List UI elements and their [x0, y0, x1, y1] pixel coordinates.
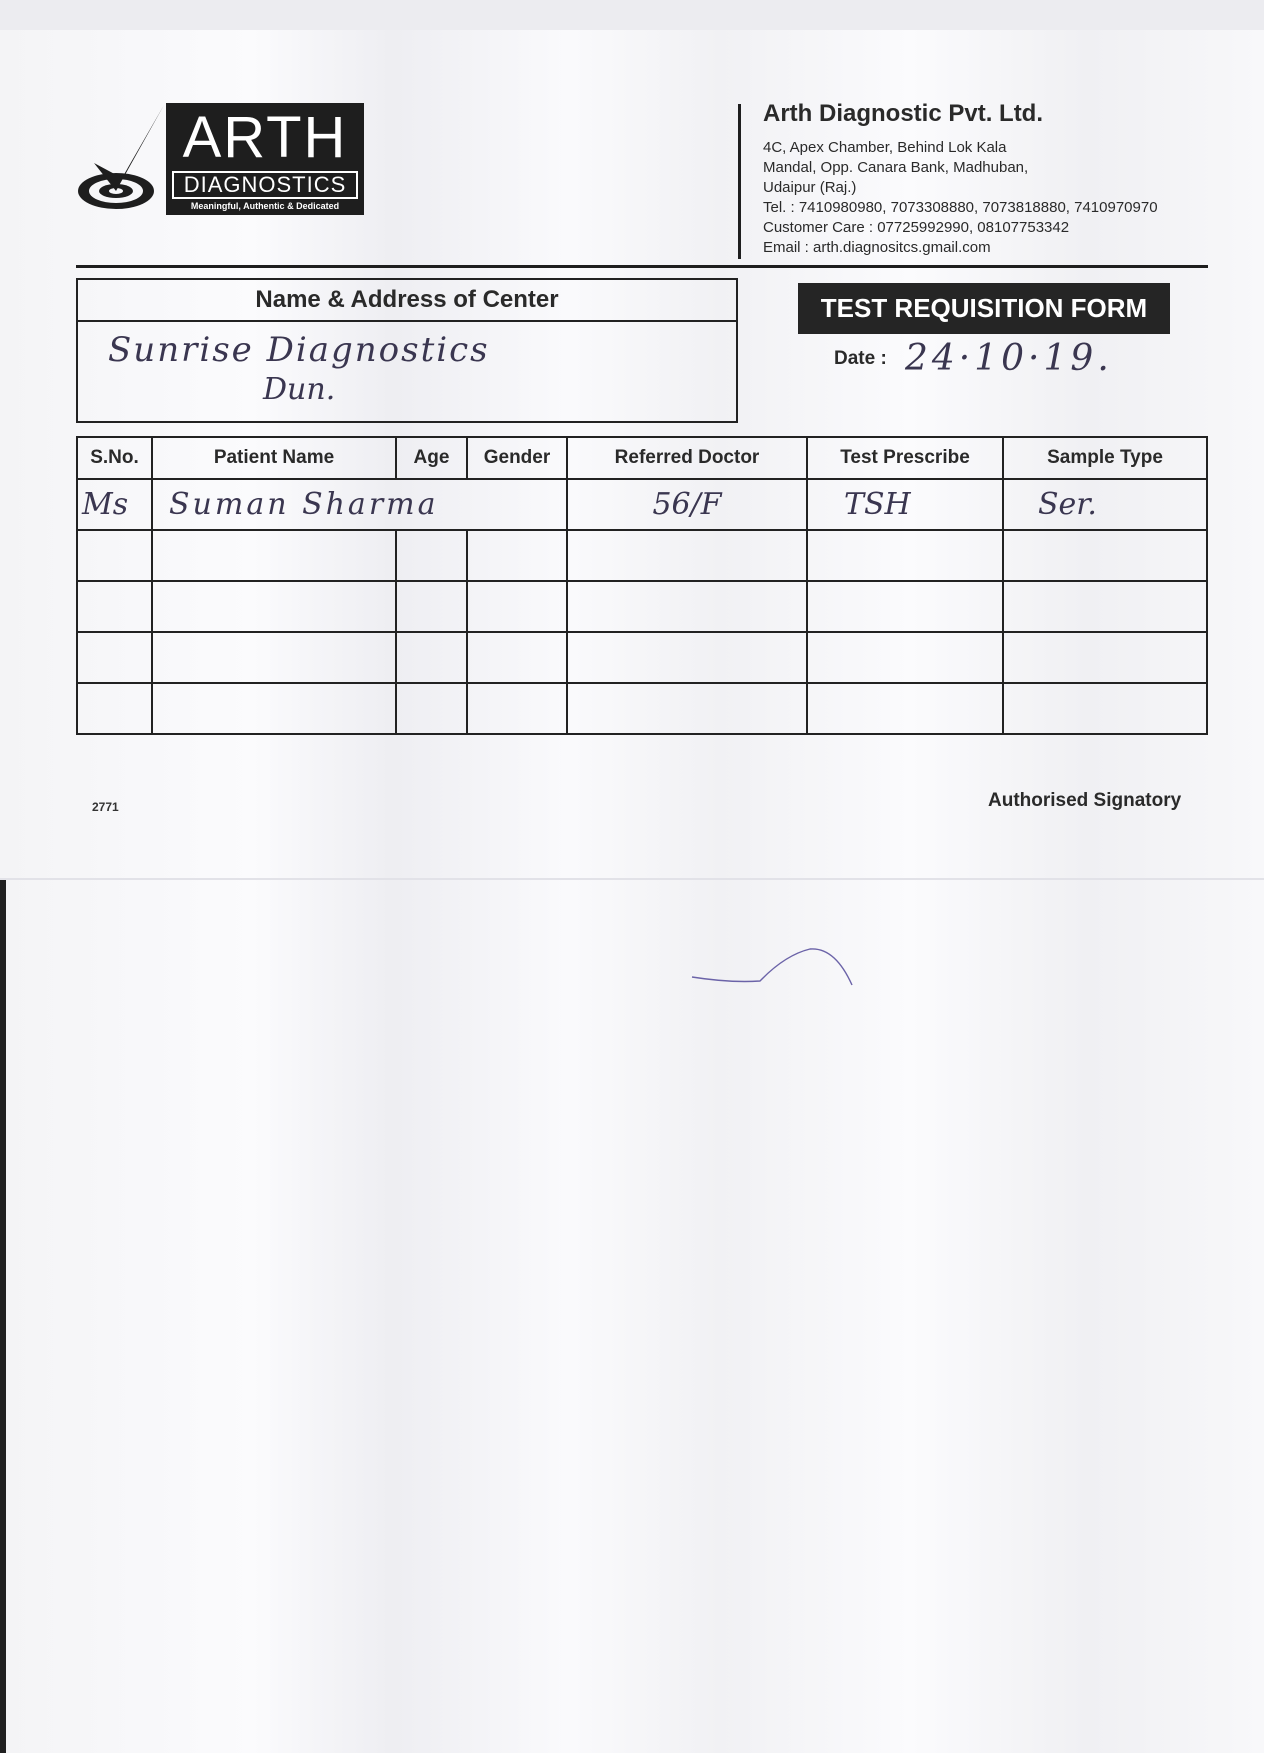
empty-cell[interactable] [467, 581, 567, 632]
table-row [77, 683, 1207, 734]
empty-cell[interactable] [467, 530, 567, 581]
cell-sno[interactable] [77, 479, 152, 530]
center-address-box[interactable] [76, 278, 738, 423]
company-info [763, 100, 1243, 258]
empty-cell[interactable] [396, 683, 467, 734]
page-fold [0, 878, 1264, 880]
authorised-signatory: Authorised Signatory [988, 790, 1182, 811]
empty-cell[interactable] [77, 632, 152, 683]
company-customer-care: Customer Care : 07725992990, 08107753342 [763, 219, 1070, 236]
empty-cell[interactable] [567, 530, 807, 581]
column-header-test-prescribe: Test Prescribe [807, 437, 1003, 479]
empty-cell[interactable] [1003, 683, 1207, 734]
empty-cell[interactable] [807, 530, 1003, 581]
date-label: Date : [834, 348, 887, 369]
cell-sample-type[interactable] [1003, 479, 1207, 530]
column-header-sample-type: Sample Type [1003, 437, 1207, 479]
column-header-referred-doctor: Referred Doctor [567, 437, 807, 479]
header-rule [76, 265, 1208, 268]
scan-top-strip [0, 0, 1264, 30]
empty-cell[interactable] [467, 632, 567, 683]
cell-referred-doctor[interactable] [567, 479, 807, 530]
company-address-line: Udaipur (Raj.) [763, 179, 857, 196]
cell-patient-name[interactable] [152, 479, 567, 530]
table-header-row [77, 437, 1207, 479]
requisition-table [76, 436, 1208, 735]
company-email: Email : arth.diagnositcs.gmail.com [763, 239, 991, 256]
arth-logo [76, 103, 366, 218]
empty-cell[interactable] [807, 683, 1003, 734]
center-address-handwriting: Dun. [263, 372, 336, 407]
center-address-title: Name & Address of Center [78, 280, 736, 322]
date-value-handwriting[interactable]: 24·10·19. [905, 338, 1113, 379]
cell-test-prescribe[interactable] [807, 479, 1003, 530]
age-gender-handwriting: 56/F [652, 487, 722, 522]
table-row [77, 632, 1207, 683]
empty-cell[interactable] [77, 581, 152, 632]
logo-wordmark [166, 103, 364, 215]
empty-cell[interactable] [1003, 632, 1207, 683]
company-address-line: 4C, Apex Chamber, Behind Lok Kala [763, 139, 1007, 156]
empty-cell[interactable] [152, 581, 396, 632]
form-number: 2771 [92, 800, 119, 814]
test-handwriting: TSH [844, 487, 911, 522]
form-title: TEST REQUISITION FORM [798, 283, 1170, 334]
logo-tagline: Meaningful, Authentic & Dedicated [190, 201, 340, 211]
sno-handwriting: Ms [82, 487, 129, 522]
empty-cell[interactable] [807, 581, 1003, 632]
pen-stroke-mark [690, 935, 870, 1015]
center-name-handwriting: Sunrise Diagnostics [108, 330, 490, 370]
column-header-patient-name: Patient Name [152, 437, 396, 479]
empty-cell[interactable] [467, 683, 567, 734]
table-row [77, 479, 1207, 530]
table-row [77, 530, 1207, 581]
company-name: Arth Diagnostic Pvt. Ltd. [763, 100, 1044, 127]
sample-handwriting: Ser. [1038, 487, 1097, 522]
patient-name-handwriting: Suman Sharma [169, 487, 439, 522]
empty-cell[interactable] [396, 581, 467, 632]
column-header-gender: Gender [467, 437, 567, 479]
empty-cell[interactable] [77, 530, 152, 581]
table-row [77, 581, 1207, 632]
scan-edge [0, 880, 6, 1753]
empty-cell[interactable] [567, 683, 807, 734]
header-divider [738, 104, 741, 259]
empty-cell[interactable] [567, 632, 807, 683]
empty-cell[interactable] [1003, 530, 1207, 581]
empty-cell[interactable] [152, 632, 396, 683]
column-header-age: Age [396, 437, 467, 479]
company-address-line: Mandal, Opp. Canara Bank, Madhuban, [763, 159, 1029, 176]
logo-name: ARTH [182, 105, 348, 170]
empty-cell[interactable] [77, 683, 152, 734]
empty-cell[interactable] [1003, 581, 1207, 632]
empty-cell[interactable] [152, 530, 396, 581]
empty-cell[interactable] [396, 530, 467, 581]
empty-cell[interactable] [807, 632, 1003, 683]
empty-cell[interactable] [152, 683, 396, 734]
company-telephone: Tel. : 7410980980, 7073308880, 7073818880, 7410970970 [763, 199, 1158, 216]
empty-cell[interactable] [567, 581, 807, 632]
logo-subtitle: DIAGNOSTICS [172, 171, 358, 199]
target-check-icon [76, 103, 166, 218]
empty-cell[interactable] [396, 632, 467, 683]
column-header-sno: S.No. [77, 437, 152, 479]
